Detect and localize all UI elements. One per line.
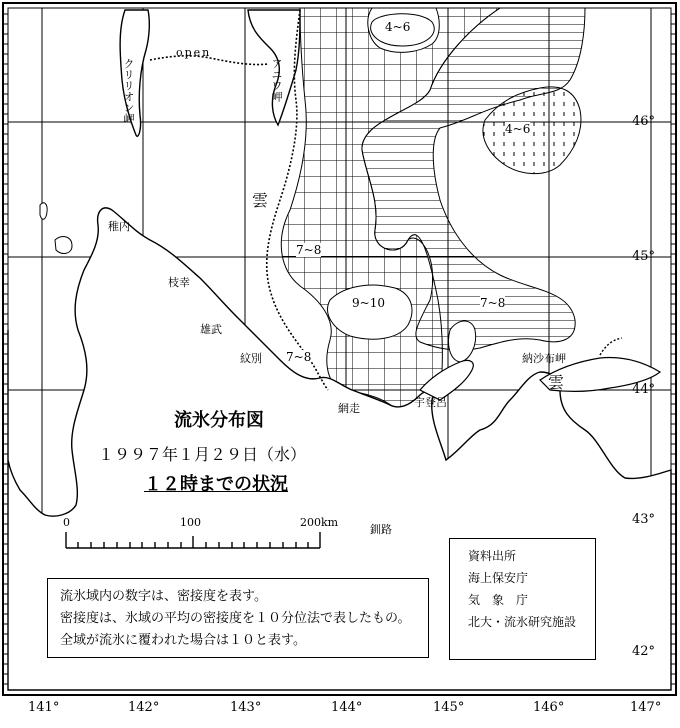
aniva-cape-label: アニワ岬 <box>270 58 283 102</box>
map-date: １９９７年１月２９日（水） <box>98 445 307 464</box>
lat-label-44: 44° <box>632 382 656 397</box>
place-utoro: 宇登呂 <box>414 396 447 409</box>
lat-label-42: 42° <box>632 644 656 659</box>
crillon-cape-label: クリリオン岬 <box>122 58 135 124</box>
lat-label-43: 43° <box>632 512 656 527</box>
scale-label-100: 100 <box>180 516 201 529</box>
place-monbetsu: 紋別 <box>240 352 262 365</box>
lon-label-146: 146° <box>533 700 565 715</box>
eastern-ice-edge <box>600 338 622 355</box>
ice-zone-center <box>328 285 412 339</box>
ice-label-west-middle: 7~8 <box>296 243 322 257</box>
open-water-label: open <box>176 46 212 59</box>
lat-label-45: 45° <box>632 249 656 264</box>
lon-label-147: 147° <box>630 700 662 715</box>
ice-label-north-top: 4~6 <box>385 20 411 34</box>
lon-label-144: 144° <box>331 700 363 715</box>
ice-zone-small-oval <box>448 321 475 362</box>
place-wakkanai: 稚内 <box>108 220 130 233</box>
map-title: 流氷分布図 <box>174 410 264 431</box>
note-line-3: 全域が流氷に覆われた場合は１０と表す。 <box>60 633 306 648</box>
lon-label-143: 143° <box>230 700 262 715</box>
scale-label-200km: 200km <box>300 516 339 529</box>
place-nemuro: 納沙布岬 <box>522 352 566 365</box>
ice-label-center-east: 7~8 <box>480 296 506 310</box>
scale-label-0: 0 <box>63 516 70 529</box>
place-kushiro: 釧路 <box>370 523 392 536</box>
lat-label-46: 46° <box>632 114 656 129</box>
rishiri-island <box>55 237 72 254</box>
source-box <box>449 538 596 660</box>
ice-label-coast: 7~8 <box>286 350 312 364</box>
note-line-2: 密接度は、氷域の平均の密接度を１０分位法で表したもの。 <box>60 611 411 626</box>
rebun-island <box>40 203 47 219</box>
source-item: 気 象 庁 <box>468 593 529 607</box>
legend-note <box>47 578 429 658</box>
note-line-1: 流氷域内の数字は、密接度を表す。 <box>60 589 267 604</box>
ice-label-east: 4~6 <box>505 122 531 136</box>
place-abashiri: 網走 <box>338 402 360 415</box>
cloud-label-west: 雲 <box>252 191 269 210</box>
lon-label-141: 141° <box>28 700 60 715</box>
ice-label-center: 9~10 <box>352 296 385 310</box>
place-esashi: 枝幸 <box>168 276 190 289</box>
map-status: １２時までの状況 <box>144 474 288 495</box>
source-heading: 資料出所 <box>468 549 517 563</box>
source-item: 北大・流氷研究施設 <box>468 615 577 629</box>
cloud-label-east: 雲 <box>548 373 565 392</box>
place-oumu: 雄武 <box>200 323 222 336</box>
lon-label-145: 145° <box>433 700 465 715</box>
lon-label-142: 142° <box>128 700 160 715</box>
source-item: 海上保安庁 <box>468 571 529 585</box>
